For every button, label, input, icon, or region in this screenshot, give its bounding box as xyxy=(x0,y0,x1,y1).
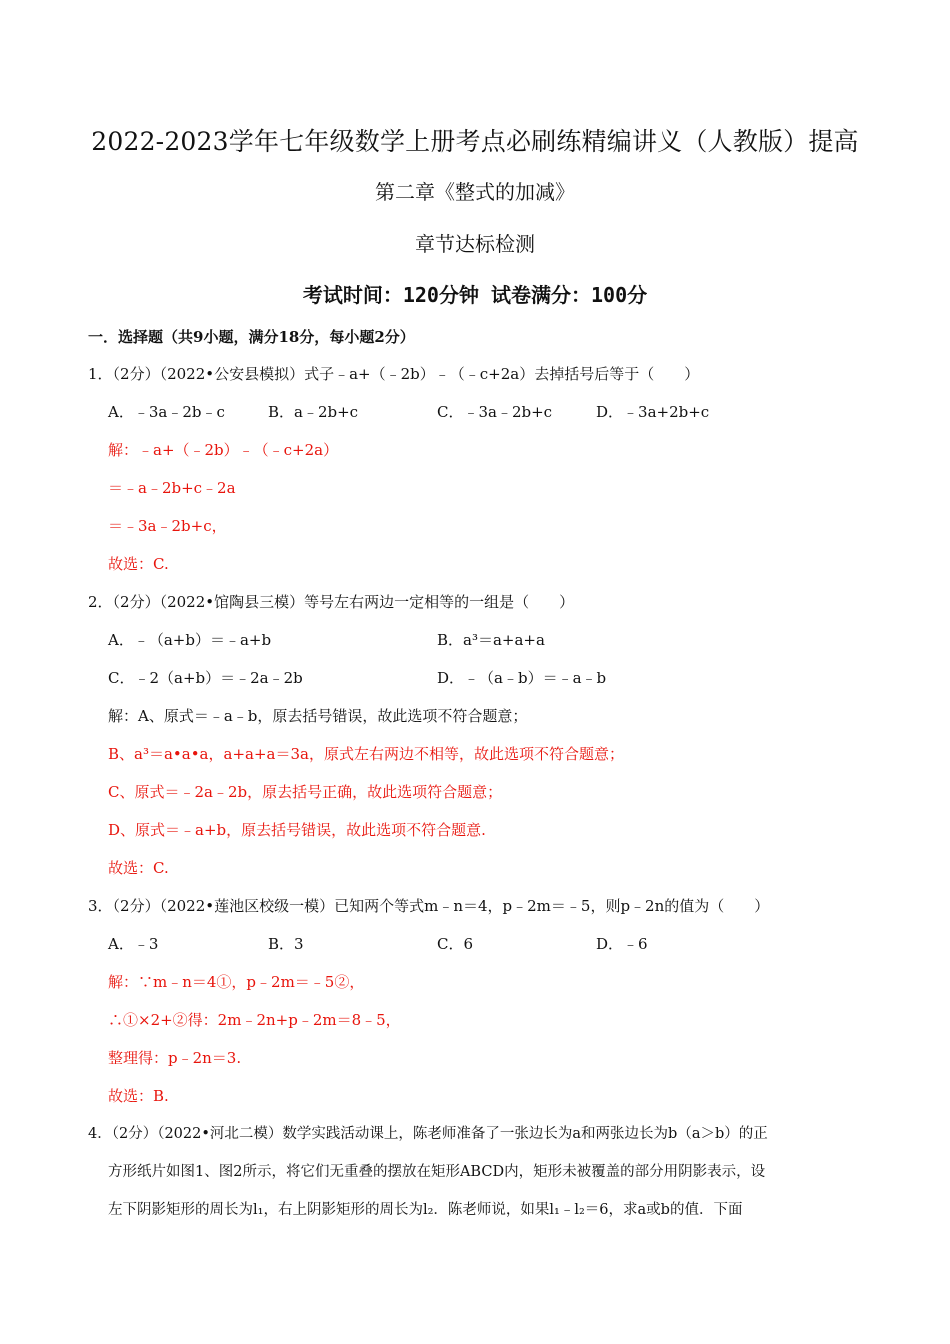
q1-solution-line-2: ＝﹣a﹣2b+c﹣2a xyxy=(108,479,236,497)
q1-option-b: B．a﹣2b+c xyxy=(268,403,359,421)
q3-solution-line-2: ∴①×2+②得：2m﹣2n+p﹣2m＝8﹣5， xyxy=(108,1011,401,1029)
q2-solution-line-1: 解：A、原式＝﹣a﹣b，原去括号错误，故此选项不符合题意； xyxy=(108,707,528,725)
exam-info: 考试时间：120分钟 试卷满分：100分 xyxy=(302,283,648,307)
question-1-stem: 1．（2分）（2022•公安县模拟）式子﹣a+（﹣2b）﹣（﹣c+2a）去掉括号后等于（ ） xyxy=(88,365,700,383)
q3-answer: 故选：B. xyxy=(108,1087,169,1105)
question-3-stem: 3．（2分）（2022•莲池区校级一模）已知两个等式m﹣n＝4，p﹣2m＝﹣5，则p﹣2n的值为（ ） xyxy=(88,897,770,915)
q2-solution-line-2: B、a³＝a•a•a，a+a+a＝3a，原式左右两边不相等，故此选项不符合题意； xyxy=(108,745,624,763)
q1-answer: 故选：C. xyxy=(108,555,169,573)
q2-answer: 故选：C. xyxy=(108,859,169,877)
q1-option-d: D．﹣3a+2b+c xyxy=(596,403,710,421)
section-heading: 一．选择题（共9小题，满分18分，每小题2分） xyxy=(88,328,415,346)
q3-option-b: B．3 xyxy=(268,935,304,953)
q1-solution-line-1: 解：﹣a+（﹣2b）﹣（﹣c+2a） xyxy=(108,441,339,459)
question-4-stem-line-3: 左下阴影矩形的周长为l₁，右上阴影矩形的周长为l₂．陈老师说，如果l₁﹣l₂＝6，求a或b的值．下面 xyxy=(108,1202,743,1218)
q1-solution-line-3: ＝﹣3a﹣2b+c， xyxy=(108,517,227,535)
q3-option-a: A．﹣3 xyxy=(108,935,159,953)
q3-solution-line-3: 整理得：p﹣2n＝3. xyxy=(108,1049,242,1067)
q3-option-d: D．﹣6 xyxy=(596,935,648,953)
q3-option-c: C．6 xyxy=(437,935,474,953)
document-title: 2022-2023学年七年级数学上册考点必刷练精编讲义（人教版）提高 xyxy=(91,127,859,156)
q3-solution-line-1: 解：∵m﹣n＝4①，p﹣2m＝﹣5②， xyxy=(108,973,365,991)
q1-option-c: C．﹣3a﹣2b+c xyxy=(437,403,553,421)
test-name: 章节达标检测 xyxy=(415,232,535,256)
q2-option-a: A．﹣（a+b）＝﹣a+b xyxy=(108,631,272,649)
question-4-stem-line-1: 4．（2分）（2022•河北二模）数学实践活动课上，陈老师准备了一张边长为a和两张边长为b（a＞b）的正 xyxy=(88,1126,768,1142)
q2-option-d: D．﹣（a﹣b）＝﹣a﹣b xyxy=(437,669,607,687)
q1-option-a: A．﹣3a﹣2b﹣c xyxy=(108,403,225,421)
question-4-stem-line-2: 方形纸片如图1、图2所示，将它们无重叠的摆放在矩形ABCD内，矩形未被覆盖的部分用阴影表示，设 xyxy=(108,1164,766,1180)
q2-solution-line-3: C、原式＝﹣2a﹣2b，原去括号正确，故此选项符合题意； xyxy=(108,783,503,801)
q2-option-c: C．﹣2（a+b）＝﹣2a﹣2b xyxy=(108,669,303,687)
chapter-title: 第二章《整式的加减》 xyxy=(375,180,575,204)
q2-option-b: B．a³＝a+a+a xyxy=(437,631,545,649)
q2-solution-line-4: D、原式＝﹣a+b，原去括号错误，故此选项不符合题意. xyxy=(108,821,486,839)
question-2-stem: 2．（2分）（2022•馆陶县三模）等号左右两边一定相等的一组是（ ） xyxy=(88,593,575,611)
